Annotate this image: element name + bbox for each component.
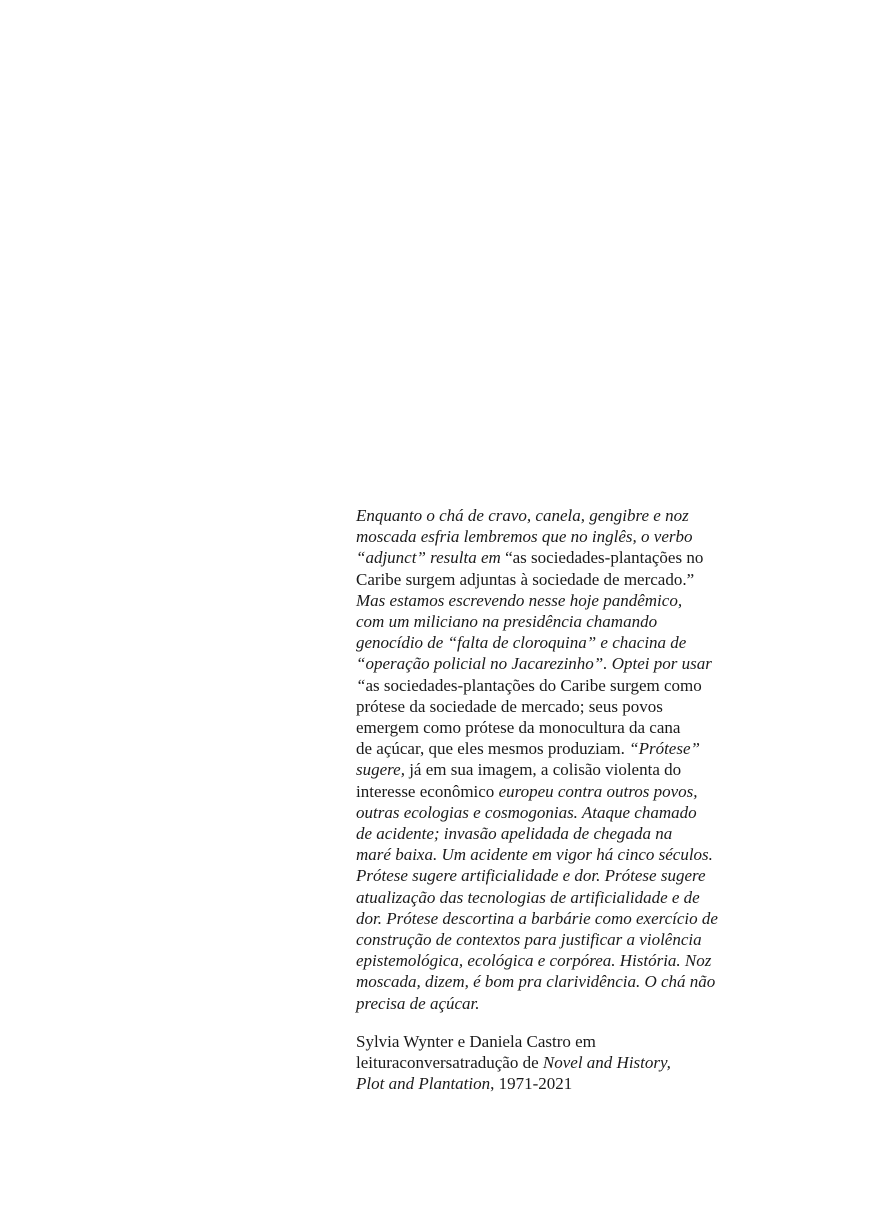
italic-text: de acidente; invasão apelidada de chegada na [356,824,673,844]
attribution-caption [356,1031,754,1095]
roman-text: de açúcar, que eles mesmos produziam. [356,739,630,759]
italic-text: moscada esfria lembremos que no inglês, o verbo [356,527,693,547]
poem-line [356,632,754,653]
poem-line [356,759,754,780]
roman-text: interesse econômico [356,781,499,801]
italic-text: Mas estamos escrevendo nesse hoje pandêmico, [356,590,683,610]
poem-line [356,590,754,611]
italic-text: construção de contextos para justificar a violência [356,930,702,950]
roman-text: leituraconversatradução de [356,1053,543,1073]
poem-line [356,950,754,971]
poem-line [356,526,754,547]
poem-line [356,696,754,717]
roman-text: Caribe surgem adjuntas à sociedade de mercado.” [356,569,695,589]
poem-line [356,547,754,568]
roman-text: as sociedades-plantações do Caribe surgem como [365,675,702,695]
roman-text: Sylvia Wynter e Daniela Castro em [356,1031,596,1051]
poem-line [356,993,754,1014]
italic-text: moscada, dizem, é bom pra clarividência. O chá não [356,972,716,992]
italic-text: atualização das tecnologias de artificialidade e de [356,887,700,907]
italic-text: sugere, [356,760,405,780]
poem-line [356,675,754,696]
roman-text: “as sociedades-plantações no [505,548,704,568]
poem-line [356,653,754,674]
roman-text: , 1971-2021 [490,1074,573,1094]
italic-text: europeu contra outros povos, [498,781,698,801]
italic-text: precisa de açúcar. [356,993,480,1013]
italic-text: outras ecologias e cosmogonias. Ataque chamado [356,802,697,822]
italic-text: Prótese sugere artificialidade e dor. Prótese sugere [356,866,706,886]
roman-text: emergem como prótese da monocultura da cana [356,718,681,738]
poem-line [356,569,754,590]
text-block [356,505,754,1094]
italic-text: genocídio de “falta de cloroquina” e chacina de [356,633,687,653]
poem-line [356,823,754,844]
poem-line [356,844,754,865]
caption-line [356,1031,754,1052]
italic-text: “Prótese” [629,739,700,759]
italic-text: epistemológica, ecológica e corpórea. História. Noz [356,951,712,971]
poem-line [356,781,754,802]
poem-line [356,738,754,759]
roman-text: já em sua imagem, a colisão violenta do [404,760,682,780]
italic-text: Enquanto o chá de cravo, canela, gengibre e noz [356,506,689,525]
poem-line [356,971,754,992]
poem-line [356,505,754,526]
italic-text: maré baixa. Um acidente em vigor há cinco séculos. [356,845,713,865]
italic-text: “ [356,675,366,695]
poem-paragraph [356,505,754,1014]
poem-line [356,887,754,908]
poem-line [356,717,754,738]
roman-text: prótese da sociedade de mercado; seus povos [356,696,663,716]
italic-text: dor. Prótese descortina a barbárie como exercício de [356,908,718,928]
caption-line [356,1052,754,1073]
italic-text: “operação policial no Jacarezinho”. Optei por usar [356,654,712,674]
poem-line [356,802,754,823]
poem-line [356,611,754,632]
italic-text: Novel and History, [542,1053,671,1073]
italic-text: Plot and Plantation [356,1074,491,1094]
poem-line [356,908,754,929]
poem-line [356,929,754,950]
poem-line [356,865,754,886]
caption-line [356,1073,754,1094]
italic-text: com um miliciano na presidência chamando [356,612,658,632]
italic-text: “adjunct” resulta em [356,548,506,568]
